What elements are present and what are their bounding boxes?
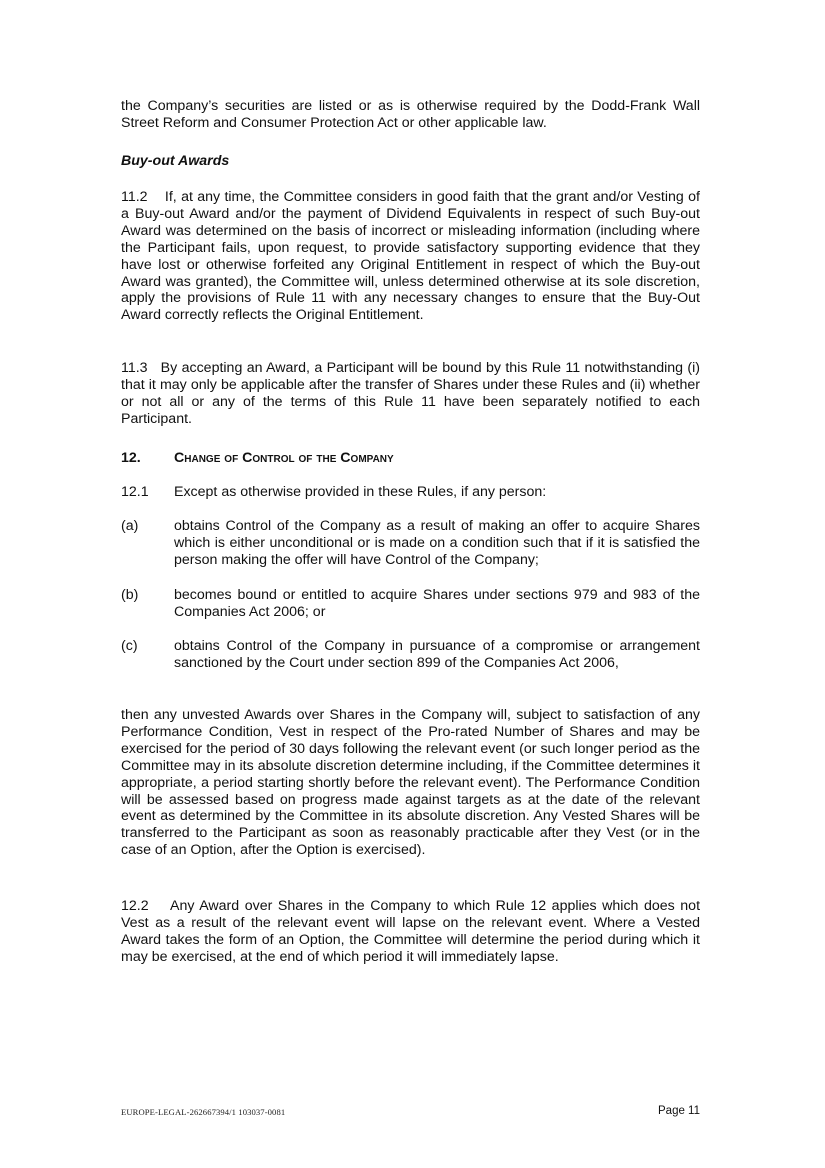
paragraph-12-2 [121, 898, 700, 966]
list-item-text: obtains Control of the Company in pursuance of a compromise or arrangement sanctioned by the Court under section 899 of the Companies Act 2006, [174, 638, 700, 671]
paragraph-number: 12.2 [121, 898, 149, 914]
list-item-label: (b) [121, 587, 139, 603]
list-item-label: (a) [121, 518, 139, 534]
list-item-label: (c) [121, 638, 138, 654]
paragraph-number: 11.3 [121, 360, 148, 376]
paragraph-text: By accepting an Award, a Participant will be bound by this Rule 11 notwithstanding (i) that it may only be applicable after the transfer of Shares under these Rules and (ii) whether or not all or any of the terms of this Rule 11 have been separately notified to each Participant. [121, 360, 701, 427]
section-12-heading [121, 450, 394, 467]
list-item-b [121, 587, 700, 623]
buyout-awards-heading: Buy-out Awards [121, 153, 230, 169]
intro-paragraph: the Company’s securities are listed or as is otherwise required by the Dodd-Frank Wall Street Reform and Consumer Protection Act or other applicable law. [121, 98, 700, 131]
section-title: Change of Control of the Company [174, 450, 394, 466]
page-number: Page 11 [658, 1105, 700, 1117]
list-item-text: obtains Control of the Company as a result of making an offer to acquire Shares which is either unconditional or is made on a condition such that if it is satisfied the person making the offer will have Control of the Company; [174, 518, 700, 568]
list-item-text: becomes bound or entitled to acquire Shares under sections 979 and 983 of the Companies Act 2006; or [174, 587, 700, 620]
section-number: 12. [121, 450, 141, 466]
paragraph-text: Except as otherwise provided in these Rules, if any person: [174, 484, 547, 500]
document-reference: EUROPE-LEGAL-262667394/1 103037-0081 [121, 1107, 286, 1117]
paragraph-number: 11.2 [121, 189, 148, 205]
paragraph-11-2 [121, 189, 700, 324]
paragraph-11-3 [121, 360, 700, 428]
paragraph-12-1 [121, 484, 700, 502]
paragraph-text: If, at any time, the Committee considers in good faith that the grant and/or Vesting of a Buy-out Award and/or the payment of Dividend Equivalents in respect of such Buy-out Award was determined on the basis of incorrect or misleading information (including where the Participant fails, upon request, to provide satisfactory supporting evidence that they have lost or otherwise forfeited any Original Entitlement in respect of which the Buy-out Award was granted), the Committee will, unless determined otherwise at its sole discretion, apply the provisions of Rule 11 with any necessary changes to ensure that the Buy-Out Award correctly reflects the Original Entitlement. [121, 189, 700, 324]
paragraph-text: Any Award over Shares in the Company to which Rule 12 applies which does not Vest as a result of the relevant event will lapse on the relevant event. Where a Vested Award takes the form of an Option, the Committee will determine the period during which it may be exercised, at the end of which period it will immediately lapse. [121, 898, 701, 965]
list-item-a [121, 518, 700, 570]
list-item-c [121, 638, 700, 690]
then-paragraph: then any unvested Awards over Shares in the Company will, subject to satisfaction of any Performance Condition, Vest in respect of the Pro-rated Number of Shares and may be exercised for the period of 30 days following the relevant event (or such longer period as the Committee may in its absolute discretion determine including, if the Committee determines it appropriate, a period starting shortly before the relevant event). The Performance Condition will be assessed based on progress made against targets as at the date of the relevant event as determined by the Committee in its absolute discretion. Any Vested Shares will be transferred to the Participant as soon as reasonably practicable after they Vest (or in the case of an Option, after the Option is exercised). [121, 707, 700, 859]
paragraph-number: 12.1 [121, 484, 149, 500]
